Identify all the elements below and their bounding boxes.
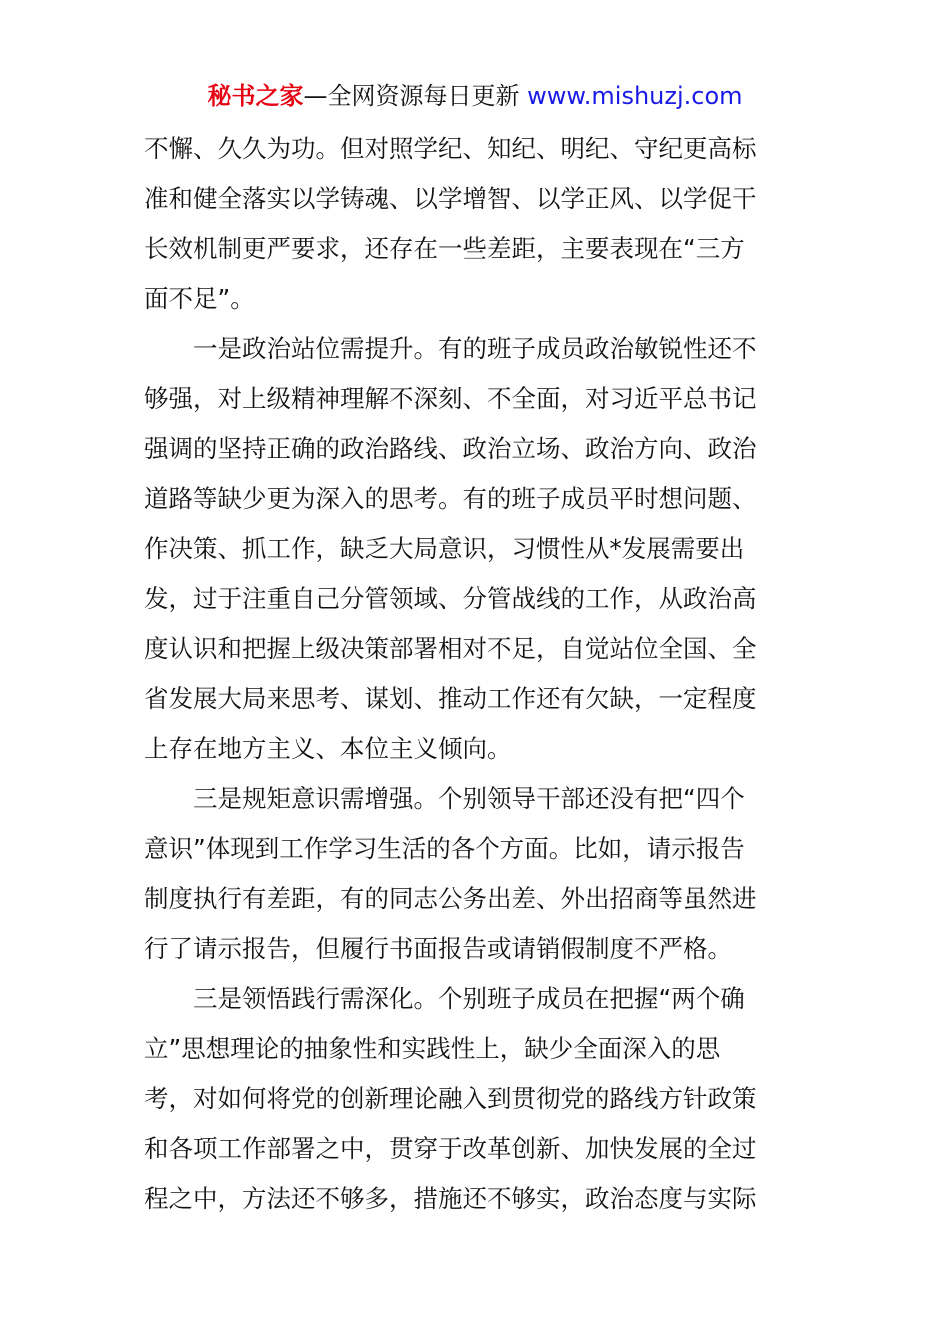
text-line: 程之中，方法还不够多，措施还不够实，政治态度与实际 bbox=[144, 1184, 757, 1213]
paragraph-understanding-practice bbox=[144, 974, 808, 1224]
text-line: 三是领悟践行需深化。个别班子成员在把握“两个确 bbox=[193, 984, 745, 1013]
text-line: 立”思想理论的抽象性和实践性上，缺少全面深入的思 bbox=[144, 1034, 721, 1063]
paragraph-intro bbox=[144, 124, 808, 324]
text-line: 度认识和把握上级决策部署相对不足，自觉站位全国、全 bbox=[144, 634, 757, 663]
text-line: 制度执行有差距，有的同志公务出差、外出招商等虽然进 bbox=[144, 884, 757, 913]
text-line: 三是规矩意识需增强。个别领导干部还没有把“四个 bbox=[193, 784, 745, 813]
text-line: 强调的坚持正确的政治路线、政治立场、政治方向、政治 bbox=[144, 434, 757, 463]
text-line: 行了请示报告，但履行书面报告或请销假制度不严格。 bbox=[144, 934, 732, 963]
text-line: 省发展大局来思考、谋划、推动工作还有欠缺，一定程度 bbox=[144, 684, 757, 713]
text-line: 面不足”。 bbox=[144, 284, 255, 313]
text-line: 发，过于注重自己分管领域、分管战线的工作，从政治高 bbox=[144, 584, 757, 613]
site-header bbox=[0, 80, 950, 112]
text-line: 考，对如何将党的创新理论融入到贯彻党的路线方针政策 bbox=[144, 1084, 757, 1113]
text-line: 意识”体现到工作学习生活的各个方面。比如，请示报告 bbox=[144, 834, 745, 863]
paragraph-political-position bbox=[144, 324, 808, 774]
site-url-link[interactable]: www.mishuzj.com bbox=[527, 82, 743, 110]
document-body bbox=[144, 124, 808, 1224]
site-brand: 秘书之家 bbox=[207, 82, 304, 110]
text-line: 准和健全落实以学铸魂、以学增智、以学正风、以学促干 bbox=[144, 184, 757, 213]
text-line: 够强，对上级精神理解不深刻、不全面，对习近平总书记 bbox=[144, 384, 757, 413]
text-line: 一是政治站位需提升。有的班子成员政治敏锐性还不 bbox=[193, 334, 757, 363]
paragraph-rules-awareness bbox=[144, 774, 808, 974]
text-line: 和各项工作部署之中，贯穿于改革创新、加快发展的全过 bbox=[144, 1134, 757, 1163]
text-line: 不懈、久久为功。但对照学纪、知纪、明纪、守纪更高标 bbox=[144, 134, 757, 163]
text-line: 道路等缺少更为深入的思考。有的班子成员平时想问题、 bbox=[144, 484, 757, 513]
text-line: 长效机制更严要求，还存在一些差距，主要表现在“三方 bbox=[144, 234, 745, 263]
text-line: 上存在地方主义、本位主义倾向。 bbox=[144, 734, 512, 763]
site-tagline: —全网资源每日更新 bbox=[303, 82, 520, 110]
text-line: 作决策、抓工作，缺乏大局意识，习惯性从*发展需要出 bbox=[144, 534, 745, 563]
